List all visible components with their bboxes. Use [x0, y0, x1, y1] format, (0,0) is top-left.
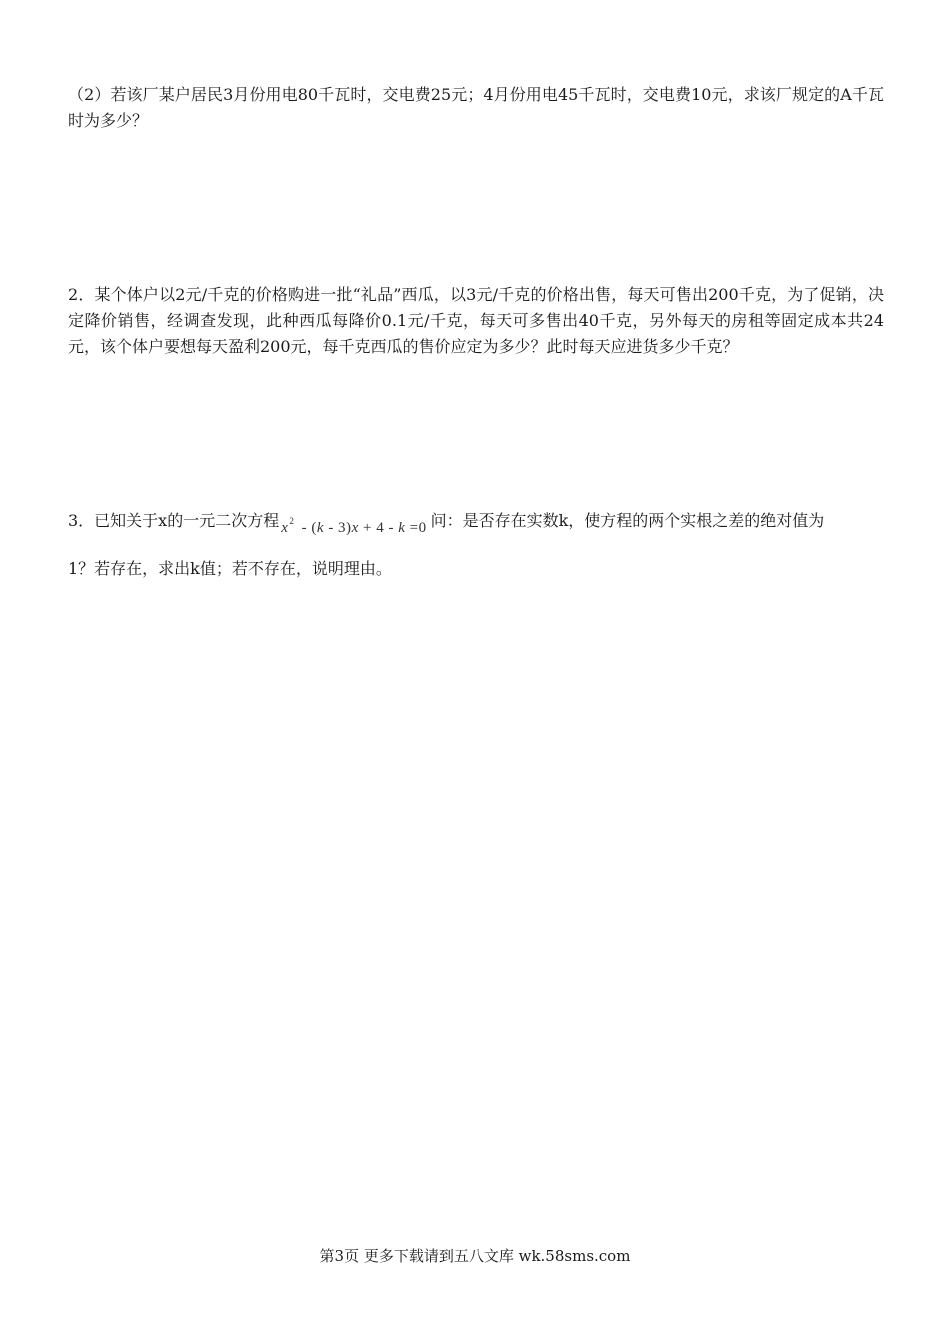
- problem-3-question: 问：是否存在实数k，使方程的两个实根之差的绝对值为: [430, 511, 825, 530]
- page-footer: 第3页 更多下载请到五八文库 wk.58sms.com: [319, 1247, 631, 1265]
- problem-3-intro: 3．已知关于x的一元二次方程: [68, 511, 280, 530]
- problem-1-part-2: （2）若该厂某户居民3月份用电80千瓦时，交电费25元；4月份用电45千瓦时，交电费10元，求该厂规定的A千瓦时为多少？: [68, 85, 884, 130]
- problem-3-line-2: 1？若存在，求出k值；若不存在，说明理由。: [68, 559, 392, 578]
- problem-3-line-1: [68, 508, 884, 541]
- quadratic-equation-formula: $x^2 - (k - 3)x + 4 - k =0$: [281, 516, 427, 536]
- problem-2: 2．某个体户以2元/千克的价格购进一批“礼品”西瓜，以3元/千克的价格出售，每天可售出200千克，为了促销，决定降价销售，经调查发现，此种西瓜每降价0.1元/千克，每天可多售出40千克，另外每天的房租等固定成本共24元，该个体户要想每天盈利200元，每千克西瓜的售价应定为多少？此时每天应进货多少千克？: [68, 285, 884, 356]
